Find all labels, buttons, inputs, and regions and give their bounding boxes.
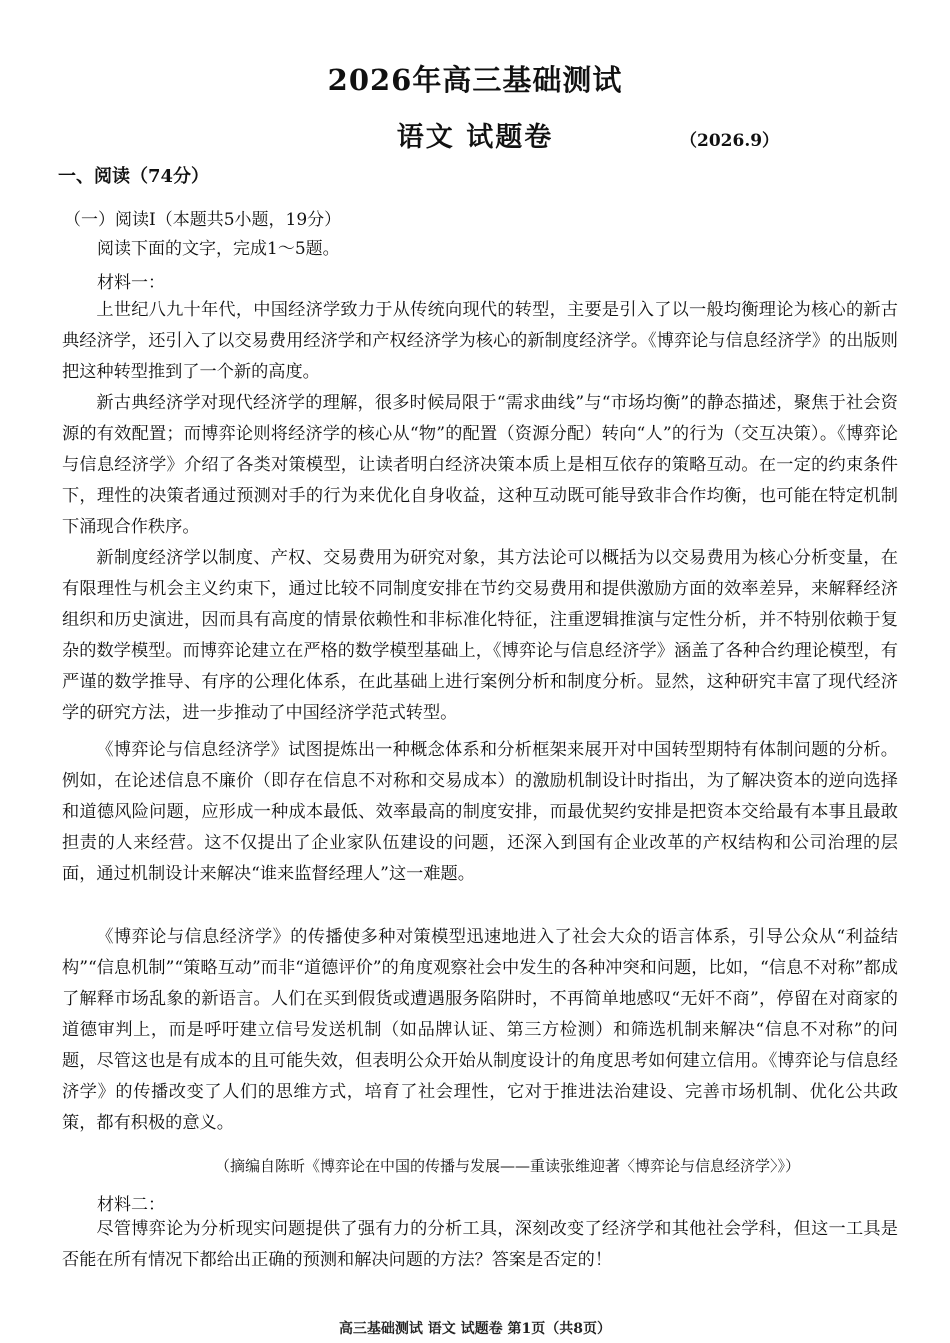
exam-title: 2026年高三基础测试 (327, 63, 623, 97)
section-heading: 一、阅读（74分） (58, 166, 210, 187)
material1-paragraph-3: 新制度经济学以制度、产权、交易费用为研究对象，其方法论可以概括为以交易费用为核心分析变量，在有限理性与机会主义约束下，通过比较不同制度安排在节约交易费用和提供激励方面的效率差异，来解释经济组织和历史演进，因而具有高度的情景依赖性和非标准化特征，注重逻辑推演与定性分析，并不特别依赖于复杂的数学模型。而博弈论建立在严格的数学模型基础上，《博弈论与信息经济学》涵盖了各种合约理论模型，有严谨的数学推导、有序的公理化体系，在此基础上进行案例分析和制度分析。显然，这种研究丰富了现代经济学的研究方法，进一步推动了中国经济学范式转型。 (62, 548, 898, 723)
material1-paragraph-5: 《博弈论与信息经济学》的传播使多种对策模型迅速地进入了社会大众的语言体系，引导公众从“利益结构”“信息机制”“策略互动”而非“道德评价”的角度观察社会中发生的各种冲突和问题，比如，“信息不对称”都成了解释市场乱象的新语言。人们在买到假货或遭遇服务陷阱时，不再简单地感叹“无奸不商”，停留在对商家的道德审判上，而是呼吁建立信号发送机制（如品牌认证、第三方检测）和筛选机制来解决“信息不对称”的问题，尽管这也是有成本的且可能失效，但表明公众开始从制度设计的角度思考如何建立信用。《博弈论与信息经济学》的传播改变了人们的思维方式，培育了社会理性，它对于推进法治建设、完善市场机制、优化公共政策，都有积极的意义。 (62, 927, 898, 1133)
exam-date: （2026.9） (680, 131, 780, 151)
material2-paragraph-1: 尽管博弈论为分析现实问题提供了强有力的分析工具，深刻改变了经济学和其他社会学科，但这一工具是否能在所有情况下都给出正确的预测和解决问题的方法？答案是否定的！ (62, 1219, 898, 1270)
material1-paragraph-2: 新古典经济学对现代经济学的理解，很多时候局限于“需求曲线”与“市场均衡”的静态描述，聚焦于社会资源的有效配置；而博弈论则将经济学的核心从“物”的配置（资源分配）转向“人”的行为（交互决策）。《博弈论与信息经济学》介绍了各类对策模型，让读者明白经济决策本质上是相互依存的策略互动。在一定的约束条件下，理性的决策者通过预测对手的行为来优化自身收益，这种互动既可能导致非合作均衡，也可能在特定机制下涌现合作秩序。 (62, 393, 898, 537)
page-footer: 高三基础测试 语文 试题卷 第1页（共8页） (338, 1321, 612, 1337)
material1-paragraph-4: 《博弈论与信息经济学》试图提炼出一种概念体系和分析框架来展开对中国转型期特有体制问题的分析。例如，在论述信息不廉价（即存在信息不对称和交易成本）的激励机制设计时指出，为了解决资本的逆向选择和道德风险问题，应形成一种成本最低、效率最高的制度安排，而最优契约安排是把资本交给最有本事且最敢担责的人来经营。这不仅提出了企业家队伍建设的问题，还深入到国有企业改革的产权结构和公司治理的层面，通过机制设计来解决“谁来监督经理人”这一难题。 (62, 740, 898, 884)
material1-source: （摘编自陈昕《博弈论在中国的传播与发展——重读张维迎著〈博弈论与信息经济学〉》） (215, 1157, 801, 1175)
material1-paragraph-1: 上世纪八九十年代，中国经济学致力于从传统向现代的转型，主要是引入了以一般均衡理论为核心的新古典经济学，还引入了以交易费用经济学和产权经济学为核心的新制度经济学。《博弈论与信息经济学》的出版则把这种转型推到了一个新的高度。 (62, 300, 898, 382)
part-instruction: 阅读下面的文字，完成1～5题。 (97, 239, 340, 259)
material1-label: 材料一： (97, 273, 165, 293)
exam-subtitle: 语文 试题卷 (396, 122, 554, 153)
material2-label: 材料二： (97, 1195, 165, 1215)
part-heading: （一）阅读Ⅰ（本题共5小题，19分） (64, 210, 342, 230)
